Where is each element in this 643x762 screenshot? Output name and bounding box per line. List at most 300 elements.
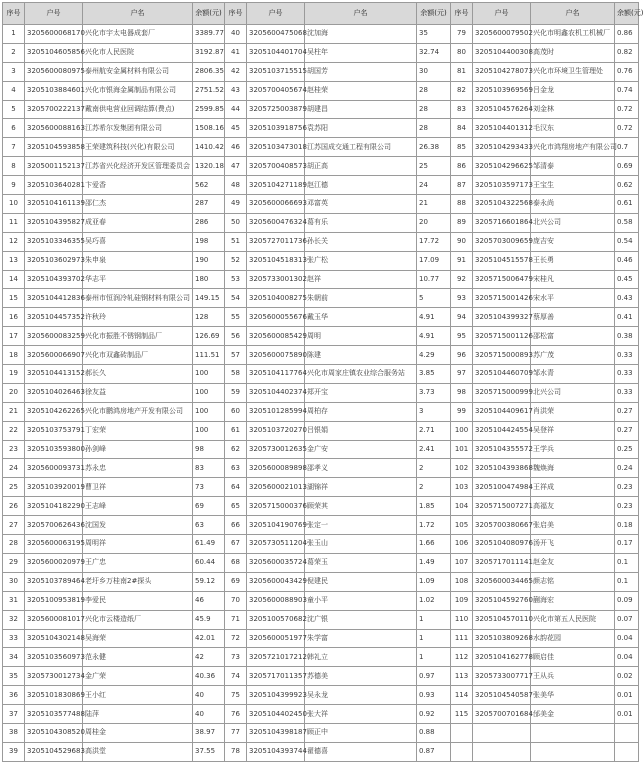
balance-cell: 59.12 <box>193 572 225 591</box>
row-number-cell: 89 <box>451 213 473 232</box>
balance-cell: 4.91 <box>417 308 451 327</box>
row-number-cell: 51 <box>225 232 247 251</box>
account-number-cell: 3205600066907 <box>25 346 83 365</box>
balance-cell: 286 <box>193 213 225 232</box>
account-number-cell: 3205103346355 <box>25 232 83 251</box>
balance-cell: 17.72 <box>417 232 451 251</box>
balance-cell: 1.49 <box>417 553 451 572</box>
row-number-cell: 72 <box>225 629 247 648</box>
account-name-cell: 泰州市恒润冷轧硅钢材料有限公司 <box>83 289 193 308</box>
row-number-cell: 68 <box>225 553 247 572</box>
account-number-cell: 3205730511204 <box>247 535 305 554</box>
table-row <box>3 308 639 327</box>
account-number-cell: 3205700626436 <box>25 516 83 535</box>
account-name-cell: 高洪堂 <box>83 742 193 761</box>
balance-cell: 3389.77 <box>193 25 225 44</box>
balance-cell: 190 <box>193 251 225 270</box>
row-number-cell: 78 <box>225 742 247 761</box>
account-number-cell: 3205104296625 <box>473 157 531 176</box>
row-number-cell: 40 <box>225 25 247 44</box>
balance-cell: 128 <box>193 308 225 327</box>
row-number-cell: 22 <box>3 421 25 440</box>
balance-cell: 0.62 <box>615 176 639 195</box>
account-number-cell: 3205600085429 <box>247 327 305 346</box>
account-name-cell: 兴化市人民医院 <box>83 43 193 62</box>
row-number-cell: 65 <box>225 497 247 516</box>
balance-cell: 10.77 <box>417 270 451 289</box>
balance-cell: 28 <box>417 100 451 119</box>
account-name-cell: 翟德喜 <box>305 742 417 761</box>
balance-cell: 1 <box>417 629 451 648</box>
table-row <box>3 383 639 402</box>
account-name-cell: 金广荣 <box>83 667 193 686</box>
balance-cell: 3.73 <box>417 383 451 402</box>
balance-cell: 17.09 <box>417 251 451 270</box>
account-name-cell: 顾正中 <box>305 723 417 742</box>
table-row <box>3 157 639 176</box>
account-name-cell: 蔡厚善 <box>531 308 615 327</box>
account-name-cell: 王广忠 <box>83 553 193 572</box>
account-name-cell: 兴化市宇太电器成套厂 <box>83 25 193 44</box>
account-number-cell: 3205103920019 <box>25 478 83 497</box>
row-number-cell: 17 <box>3 327 25 346</box>
account-name-cell: 华志平 <box>83 270 193 289</box>
balance-cell: 0.18 <box>615 516 639 535</box>
account-number-cell: 3205600088163 <box>25 119 83 138</box>
balance-cell: 111.51 <box>193 346 225 365</box>
balance-cell: 40 <box>193 686 225 705</box>
row-number-cell: 114 <box>451 686 473 705</box>
table-row <box>3 648 639 667</box>
balance-cell: 0.45 <box>615 270 639 289</box>
row-number-cell: 71 <box>225 610 247 629</box>
balance-cell: 0.7 <box>615 138 639 157</box>
account-name-cell: 颜志铭 <box>531 572 615 591</box>
row-number-cell: 103 <box>451 478 473 497</box>
table-row <box>3 81 639 100</box>
account-number-cell <box>473 723 531 742</box>
row-number-cell: 34 <box>3 648 25 667</box>
account-number-cell: 3205104393702 <box>25 270 83 289</box>
row-number-cell: 77 <box>225 723 247 742</box>
account-number-cell: 3205103918756 <box>247 119 305 138</box>
account-number-cell: 3205717011357 <box>247 667 305 686</box>
account-number-cell: 3205600035724 <box>247 553 305 572</box>
balance-cell: 60.44 <box>193 553 225 572</box>
account-number-cell: 3205104570110 <box>473 610 531 629</box>
account-number-cell: 3205600043429 <box>247 572 305 591</box>
table-row <box>3 497 639 516</box>
account-name-cell: 兴化市环境卫生管理处 <box>531 62 615 81</box>
account-name-cell: 兴化市鹏鸿房地产开发有限公司 <box>83 402 193 421</box>
header-cell: 户名 <box>305 3 417 25</box>
row-number-cell: 35 <box>3 667 25 686</box>
balance-cell: 0.72 <box>615 100 639 119</box>
account-number-cell: 3205725003879 <box>247 100 305 119</box>
account-number-cell: 3205104278073 <box>473 62 531 81</box>
row-number-cell: 108 <box>451 572 473 591</box>
header-cell: 余额(元) <box>193 3 225 25</box>
table-row <box>3 686 639 705</box>
account-name-cell: 泰州航安金属材料有限公司 <box>83 62 193 81</box>
row-number-cell: 41 <box>225 43 247 62</box>
account-name-cell: 江苏省兴化经济开发区管理委员会 <box>83 157 193 176</box>
balance-cell: 100 <box>193 421 225 440</box>
account-name-cell: 袁苏阳 <box>305 119 417 138</box>
account-name-cell: 葛荣玉 <box>305 553 417 572</box>
account-number-cell: 3205104400308 <box>473 43 531 62</box>
row-number-cell: 99 <box>451 402 473 421</box>
account-name-cell: 郑开宝 <box>305 383 417 402</box>
table-row <box>3 62 639 81</box>
row-number-cell: 93 <box>451 289 473 308</box>
balance-table <box>2 2 643 762</box>
account-name-cell: 苏德美 <box>305 667 417 686</box>
row-number-cell: 63 <box>225 459 247 478</box>
balance-cell: 100 <box>193 365 225 384</box>
balance-cell: 2 <box>417 478 451 497</box>
account-number-cell: 3205715007271 <box>473 497 531 516</box>
account-name-cell: 卞爱香 <box>83 176 193 195</box>
table-row <box>3 327 639 346</box>
row-number-cell: 11 <box>3 213 25 232</box>
account-name-cell: 戴玉华 <box>305 308 417 327</box>
account-name-cell: 童小平 <box>305 591 417 610</box>
header-cell: 户号 <box>247 3 305 25</box>
account-number-cell: 3205103884601 <box>25 81 83 100</box>
account-name-cell: 周桂金 <box>83 723 193 742</box>
account-name-cell: 沈广银 <box>305 610 417 629</box>
balance-cell: 100 <box>193 383 225 402</box>
balance-cell: 1.72 <box>417 516 451 535</box>
account-name-cell: 郝长久 <box>83 365 193 384</box>
account-name-cell: 邵仁杰 <box>83 195 193 214</box>
row-number-cell: 95 <box>451 327 473 346</box>
account-number-cell: 3205104402374 <box>247 383 305 402</box>
account-number-cell: 3205104293433 <box>473 138 531 157</box>
account-number-cell: 3205730012635 <box>247 440 305 459</box>
table-row <box>3 629 639 648</box>
account-name-cell: 邵孝义 <box>305 459 417 478</box>
account-name-cell: 张玉山 <box>305 535 417 554</box>
account-number-cell: 3205104413152 <box>25 365 83 384</box>
balance-cell: 0.88 <box>417 723 451 742</box>
balance-cell: 0.97 <box>417 667 451 686</box>
row-number-cell: 106 <box>451 535 473 554</box>
row-number-cell: 6 <box>3 119 25 138</box>
account-name-cell: 宋水平 <box>531 289 615 308</box>
balance-cell: 0.46 <box>615 251 639 270</box>
balance-cell: 0.76 <box>615 62 639 81</box>
account-name-cell: 曹卫祥 <box>83 478 193 497</box>
balance-cell: 3.85 <box>417 365 451 384</box>
row-number-cell: 112 <box>451 648 473 667</box>
balance-cell: 0.02 <box>615 667 639 686</box>
row-number-cell: 21 <box>3 402 25 421</box>
balance-cell <box>615 723 639 742</box>
balance-cell: 0.27 <box>615 421 639 440</box>
account-name-cell: 高茂时 <box>531 43 615 62</box>
balance-cell: 30 <box>417 62 451 81</box>
account-name-cell: 兴化市振胜不锈钢制品厂 <box>83 327 193 346</box>
account-number-cell: 3205103577488 <box>25 705 83 724</box>
account-name-cell: 胡正高 <box>305 157 417 176</box>
account-number-cell: 3205104399923 <box>247 686 305 705</box>
account-number-cell: 3205103809268 <box>473 629 531 648</box>
balance-cell: 5 <box>417 289 451 308</box>
balance-cell: 0.92 <box>417 705 451 724</box>
balance-cell: 1 <box>417 648 451 667</box>
balance-cell: 0.07 <box>615 610 639 629</box>
account-name-cell: 王志峰 <box>83 497 193 516</box>
balance-cell: 0.54 <box>615 232 639 251</box>
balance-cell: 0.61 <box>615 195 639 214</box>
account-number-cell: 3205600066693 <box>247 195 305 214</box>
balance-cell <box>615 742 639 761</box>
balance-cell: 63 <box>193 516 225 535</box>
account-number-cell: 3205104592760 <box>473 591 531 610</box>
row-number-cell: 8 <box>3 157 25 176</box>
balance-cell: 1 <box>417 610 451 629</box>
row-number-cell <box>451 742 473 761</box>
balance-cell: 83 <box>193 459 225 478</box>
account-name-cell: 周明 <box>305 327 417 346</box>
account-name-cell: 王学兵 <box>531 440 615 459</box>
row-number-cell: 76 <box>225 705 247 724</box>
balance-cell: 0.09 <box>615 591 639 610</box>
row-number-cell: 13 <box>3 251 25 270</box>
account-name-cell: 吴登祥 <box>531 421 615 440</box>
balance-cell: 0.27 <box>615 402 639 421</box>
account-name-cell: 周明祥 <box>83 535 193 554</box>
account-number-cell: 3205730012734 <box>25 667 83 686</box>
account-name-cell: 吴柱年 <box>305 43 417 62</box>
table-row <box>3 119 639 138</box>
balance-ledger <box>2 2 643 756</box>
account-number-cell: 3205103560973 <box>25 648 83 667</box>
account-number-cell: 3205715001126 <box>473 327 531 346</box>
row-number-cell: 5 <box>3 100 25 119</box>
row-number-cell: 47 <box>225 157 247 176</box>
balance-cell: 24 <box>417 176 451 195</box>
account-number-cell: 3205103789464 <box>25 572 83 591</box>
account-number-cell: 3205715000376 <box>247 497 305 516</box>
account-number-cell: 3205103593800 <box>25 440 83 459</box>
account-number-cell: 3205715006479 <box>473 270 531 289</box>
table-row <box>3 138 639 157</box>
row-number-cell: 19 <box>3 365 25 384</box>
account-name-cell: 吕银娟 <box>305 421 417 440</box>
account-number-cell: 3205600068170 <box>25 25 83 44</box>
row-number-cell: 98 <box>451 383 473 402</box>
balance-cell: 0.74 <box>615 81 639 100</box>
header-cell: 序号 <box>3 3 25 25</box>
row-number-cell: 4 <box>3 81 25 100</box>
account-name-cell: 邓富英 <box>305 195 417 214</box>
balance-cell: 0.38 <box>615 327 639 346</box>
balance-cell: 180 <box>193 270 225 289</box>
row-number-cell: 7 <box>3 138 25 157</box>
row-number-cell: 86 <box>451 157 473 176</box>
account-number-cell: 3205600081017 <box>25 610 83 629</box>
row-number-cell: 69 <box>225 572 247 591</box>
account-number-cell: 3205103753791 <box>25 421 83 440</box>
account-name-cell: 张美华 <box>531 686 615 705</box>
table-row <box>3 365 639 384</box>
account-name-cell: 湖锦祥 <box>305 478 417 497</box>
account-number-cell: 3205700405674 <box>247 81 305 100</box>
row-number-cell: 115 <box>451 705 473 724</box>
balance-cell: 0.69 <box>615 157 639 176</box>
balance-cell: 42.01 <box>193 629 225 648</box>
account-name-cell <box>531 742 615 761</box>
balance-cell: 4.91 <box>417 327 451 346</box>
balance-cell: 0.01 <box>615 686 639 705</box>
balance-cell: 28 <box>417 119 451 138</box>
table-row <box>3 195 639 214</box>
account-number-cell: 3205101285994 <box>247 402 305 421</box>
balance-cell: 21 <box>417 195 451 214</box>
account-number-cell: 3205104190769 <box>247 516 305 535</box>
account-name-cell: 戴南供电营业回调结算(费点) <box>83 100 193 119</box>
account-number-cell: 3205104322568 <box>473 195 531 214</box>
balance-cell: 0.1 <box>615 553 639 572</box>
account-name-cell: 朱学富 <box>305 629 417 648</box>
account-number-cell: 3205104401312 <box>473 119 531 138</box>
row-number-cell: 30 <box>3 572 25 591</box>
table-row <box>3 516 639 535</box>
account-name-cell: 朱朝前 <box>305 289 417 308</box>
header-cell: 余额(元) <box>417 3 451 25</box>
account-name-cell: 老圩乡万桂南2#探头 <box>83 572 193 591</box>
header-cell: 户名 <box>531 3 615 25</box>
table-row <box>3 421 639 440</box>
table-row <box>3 213 639 232</box>
table-row <box>3 43 639 62</box>
balance-cell: 61.49 <box>193 535 225 554</box>
balance-cell: 198 <box>193 232 225 251</box>
account-number-cell: 3205104117764 <box>247 365 305 384</box>
account-number-cell: 3205700380667 <box>473 516 531 535</box>
account-number-cell: 3205717011141 <box>473 553 531 572</box>
row-number-cell: 74 <box>225 667 247 686</box>
row-number-cell: 62 <box>225 440 247 459</box>
account-number-cell: 3205104518313 <box>247 251 305 270</box>
table-row <box>3 251 639 270</box>
account-number-cell: 3205104402450 <box>247 705 305 724</box>
account-number-cell: 3205600034465 <box>473 572 531 591</box>
balance-cell: 0.87 <box>417 742 451 761</box>
account-number-cell: 3205001152137 <box>25 157 83 176</box>
account-name-cell: 邹水青 <box>531 365 615 384</box>
account-number-cell: 3205104529683 <box>25 742 83 761</box>
row-number-cell: 94 <box>451 308 473 327</box>
table-row <box>3 478 639 497</box>
account-name-cell: 葛有乐 <box>305 213 417 232</box>
account-name-cell: 庞吉安 <box>531 232 615 251</box>
row-number-cell: 84 <box>451 119 473 138</box>
balance-cell: 0.1 <box>615 572 639 591</box>
account-name-cell: 朱申泉 <box>83 251 193 270</box>
table-row <box>3 176 639 195</box>
account-number-cell: 3205700408573 <box>247 157 305 176</box>
account-name-cell: 吴巧喜 <box>83 232 193 251</box>
balance-cell: 2806.35 <box>193 62 225 81</box>
balance-cell: 40 <box>193 705 225 724</box>
balance-cell: 1410.42 <box>193 138 225 157</box>
account-number-cell: 3205733007717 <box>473 667 531 686</box>
account-name-cell: 兴化市云楼造纸厂 <box>83 610 193 629</box>
account-number-cell: 3205104271189 <box>247 176 305 195</box>
account-name-cell: 高福友 <box>531 497 615 516</box>
account-number-cell: 3205100474984 <box>473 478 531 497</box>
balance-cell: 0.72 <box>615 119 639 138</box>
account-name-cell: 兴化市第五人民医院 <box>531 610 615 629</box>
row-number-cell: 52 <box>225 251 247 270</box>
account-number-cell: 3205104262265 <box>25 402 83 421</box>
row-number-cell: 81 <box>451 62 473 81</box>
row-number-cell: 97 <box>451 365 473 384</box>
account-name-cell: 蒯海宏 <box>531 591 615 610</box>
account-number-cell: 3205600051977 <box>247 629 305 648</box>
account-number-cell: 3205600475068 <box>247 25 305 44</box>
account-name-cell: 赵金友 <box>531 553 615 572</box>
account-number-cell <box>473 742 531 761</box>
account-number-cell: 3205103969569 <box>473 81 531 100</box>
account-name-cell: 毛汉东 <box>531 119 615 138</box>
table-row <box>3 591 639 610</box>
row-number-cell: 49 <box>225 195 247 214</box>
row-number-cell: 91 <box>451 251 473 270</box>
row-number-cell: 48 <box>225 176 247 195</box>
balance-cell: 32.74 <box>417 43 451 62</box>
row-number-cell: 102 <box>451 459 473 478</box>
balance-cell: 149.15 <box>193 289 225 308</box>
balance-cell: 98 <box>193 440 225 459</box>
row-number-cell: 79 <box>451 25 473 44</box>
account-name-cell: 王祥成 <box>531 478 615 497</box>
account-name-cell: 成亚春 <box>83 213 193 232</box>
account-name-cell: 张广松 <box>305 251 417 270</box>
row-number-cell <box>451 723 473 742</box>
balance-cell: 0.43 <box>615 289 639 308</box>
row-number-cell: 80 <box>451 43 473 62</box>
account-number-cell: 3205104593858 <box>25 138 83 157</box>
row-number-cell: 27 <box>3 516 25 535</box>
row-number-cell: 12 <box>3 232 25 251</box>
row-number-cell: 15 <box>3 289 25 308</box>
account-number-cell: 3205716601864 <box>473 213 531 232</box>
row-number-cell: 46 <box>225 138 247 157</box>
account-name-cell: 肖洪荣 <box>531 402 615 421</box>
balance-cell: 562 <box>193 176 225 195</box>
account-name-cell: 顾启佳 <box>531 648 615 667</box>
account-name-cell: 兴化市银海金属制品有限公司 <box>83 81 193 100</box>
account-number-cell: 3205104393868 <box>473 459 531 478</box>
row-number-cell: 14 <box>3 270 25 289</box>
table-row <box>3 100 639 119</box>
account-number-cell: 3205600093731 <box>25 459 83 478</box>
account-number-cell: 3205104026463 <box>25 383 83 402</box>
balance-cell: 3192.87 <box>193 43 225 62</box>
account-number-cell: 3205600063195 <box>25 535 83 554</box>
account-name-cell: 陈建 <box>305 346 417 365</box>
account-number-cell: 3205104576264 <box>473 100 531 119</box>
account-number-cell: 3205104399327 <box>473 308 531 327</box>
account-name-cell: 沈国发 <box>83 516 193 535</box>
row-number-cell: 67 <box>225 535 247 554</box>
balance-cell: 1320.18 <box>193 157 225 176</box>
